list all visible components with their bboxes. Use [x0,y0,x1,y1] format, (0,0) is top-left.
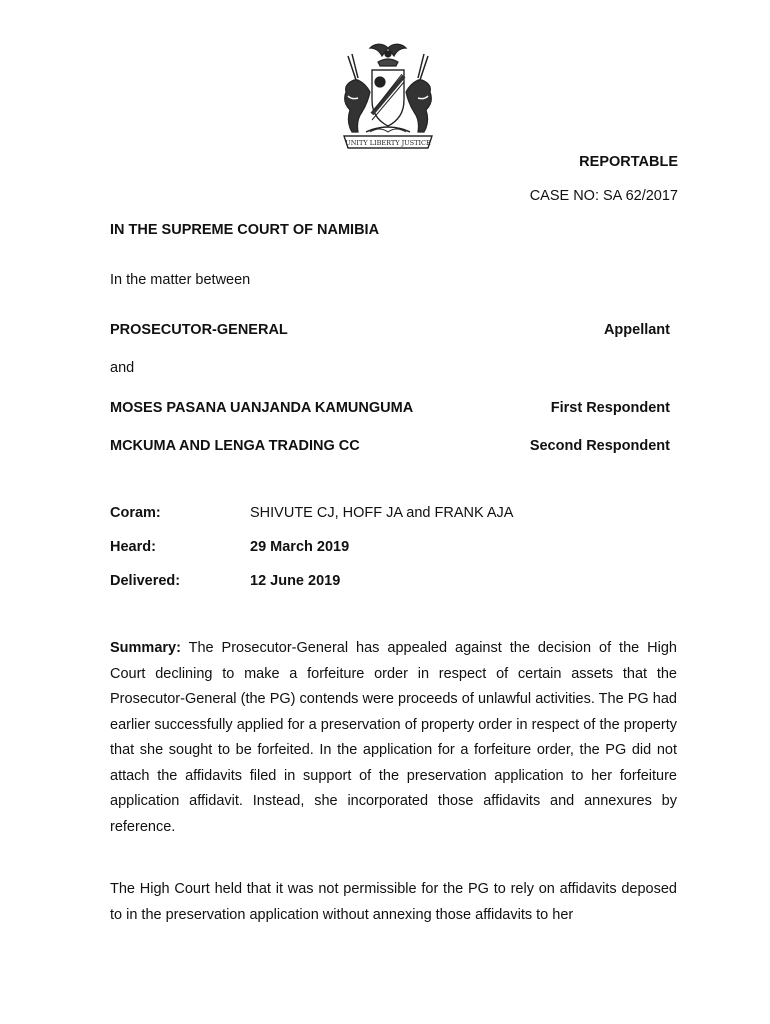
and-text: and [110,360,135,376]
appellant-role: Appellant [603,322,670,338]
summary-paragraph [110,636,677,840]
heard-label: Heard: [110,539,156,555]
delivered-value: 12 June 2019 [250,573,341,589]
case-number: CASE NO: SA 62/2017 [529,188,678,204]
namibia-coat-of-arms-icon [330,40,446,154]
svg-text:UNITY LIBERTY JUSTICE: UNITY LIBERTY JUSTICE [345,139,431,147]
second-respondent-name: MCKUMA AND LENGA TRADING CC [110,438,360,454]
delivered-label: Delivered: [110,573,181,589]
appellant-name: PROSECUTOR-GENERAL [110,322,288,338]
reportable-label: REPORTABLE [579,154,678,170]
coram-value: SHIVUTE CJ, HOFF JA and FRANK AJA [250,505,514,521]
first-respondent-name: MOSES PASANA UANJANDA KAMUNGUMA [110,400,414,416]
first-respondent-role: First Respondent [550,400,670,416]
summary-text: The Prosecutor-General has appealed against the decision of the High Court declining to make a forfeiture order in respect of certain assets that the Prosecutor-General (the PG) contends were proceeds of unlawful activities. The PG had earlier successfully applied for a preservation of property order in respect of the property that she sought to be forfeited. In the application for a forfeiture order, the PG did not attach the affidavits filed in support of the preservation application to her forfeiture application affidavit. Instead, she incorporated those affidavits and annexures by reference. [110,640,677,835]
matter-between: In the matter between [110,272,251,288]
court-title: IN THE SUPREME COURT OF NAMIBIA [110,222,380,238]
heard-value: 29 March 2019 [250,539,350,555]
coram-label: Coram: [110,505,161,521]
summary-label: Summary: [110,640,181,656]
summary-paragraph-2: The High Court held that it was not permissible for the PG to rely on affidavits deposed to in the preservation application without annexing those affidavits to her [110,881,677,923]
second-respondent-role: Second Respondent [529,438,670,454]
